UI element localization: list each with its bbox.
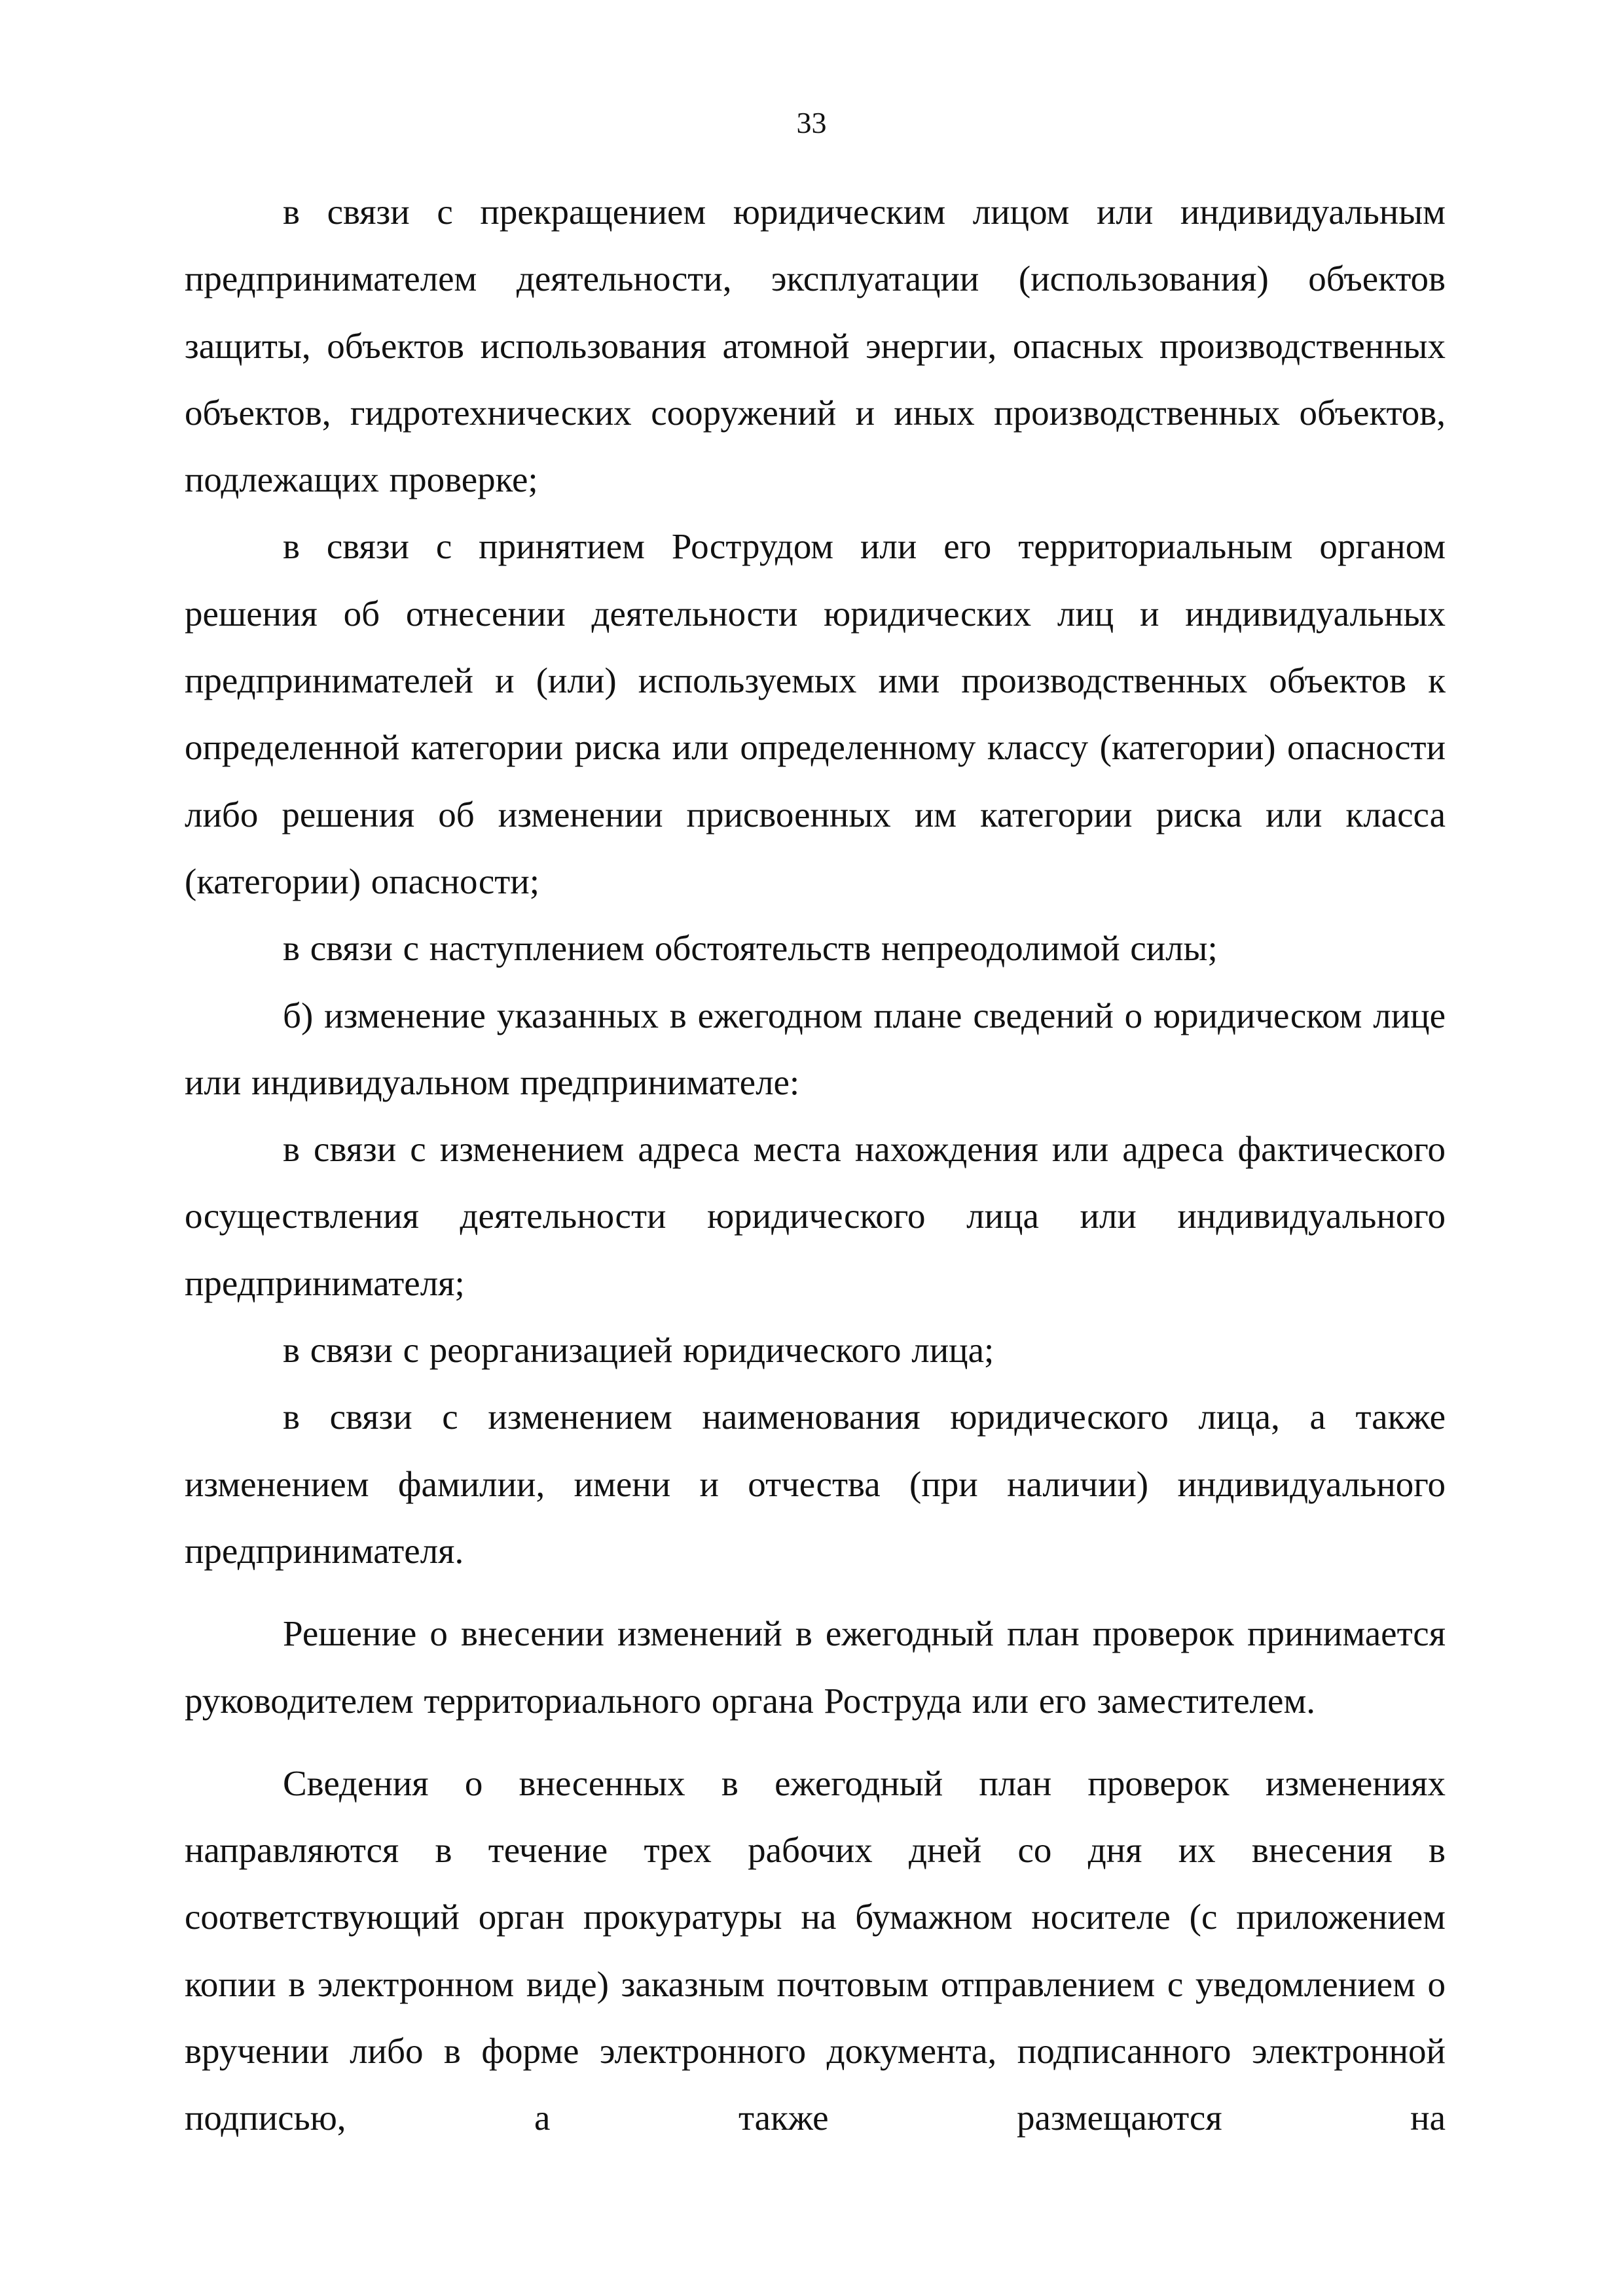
page-number: 33 (796, 106, 827, 139)
paragraph-reorganization: в связи с реорганизацией юридического лица; (283, 1330, 994, 1371)
paragraph-risk-category-decision: в связи с принятием Рострудом или его территориальным органом решения об отнесении деятельности юридических лиц и индивидуальных предпринимателей и (или) используемых ими производственных объектов к определенной категории риска или определенному классу (категории) опасности либо решения об изменении присвоенных им категории риска или класса (категории) опасности; (185, 526, 1446, 901)
paragraph-force-majeure: в связи с наступлением обстоятельств непреодолимой силы; (283, 928, 1218, 969)
paragraph-information-about-changes: Сведения о внесенных в ежегодный план проверок изменениях направляются в течение трех рабочих дней со дня их внесения в соответствующий орган прокуратуры на бумажном носителе (с приложением копии в электронном виде) заказным почтовым отправлением с уведомлением о вручении либо в форме электронного документа, подписанного электронной подписью, а также размещаются на (185, 1763, 1446, 2138)
paragraph-decision-on-changes: Решение о внесении изменений в ежегодный план проверок принимается руководителем территориального органа Роструда или его заместителем. (185, 1613, 1446, 1721)
paragraph-change-of-name: в связи с изменением наименования юридического лица, а также изменением фамилии, имени и отчества (при наличии) индивидуального предпринимателя. (185, 1397, 1446, 1571)
paragraph-item-b-change-of-details: б) изменение указанных в ежегодном плане сведений о юридическом лице или индивидуальном предпринимателе: (185, 995, 1446, 1102)
paragraph-change-of-address: в связи с изменением адреса места нахождения или адреса фактического осуществления деятельности юридического лица или индивидуального предпринимателя; (185, 1129, 1446, 1303)
document-body (185, 179, 1446, 2152)
paragraph-termination-of-activity: в связи с прекращением юридическим лицом или индивидуальным предпринимателем деятельности, эксплуатации (использования) объектов защиты, объектов использования атомной энергии, опасных производственных объектов, гидротехнических сооружений и иных производственных объектов, подлежащих проверке; (185, 192, 1446, 500)
